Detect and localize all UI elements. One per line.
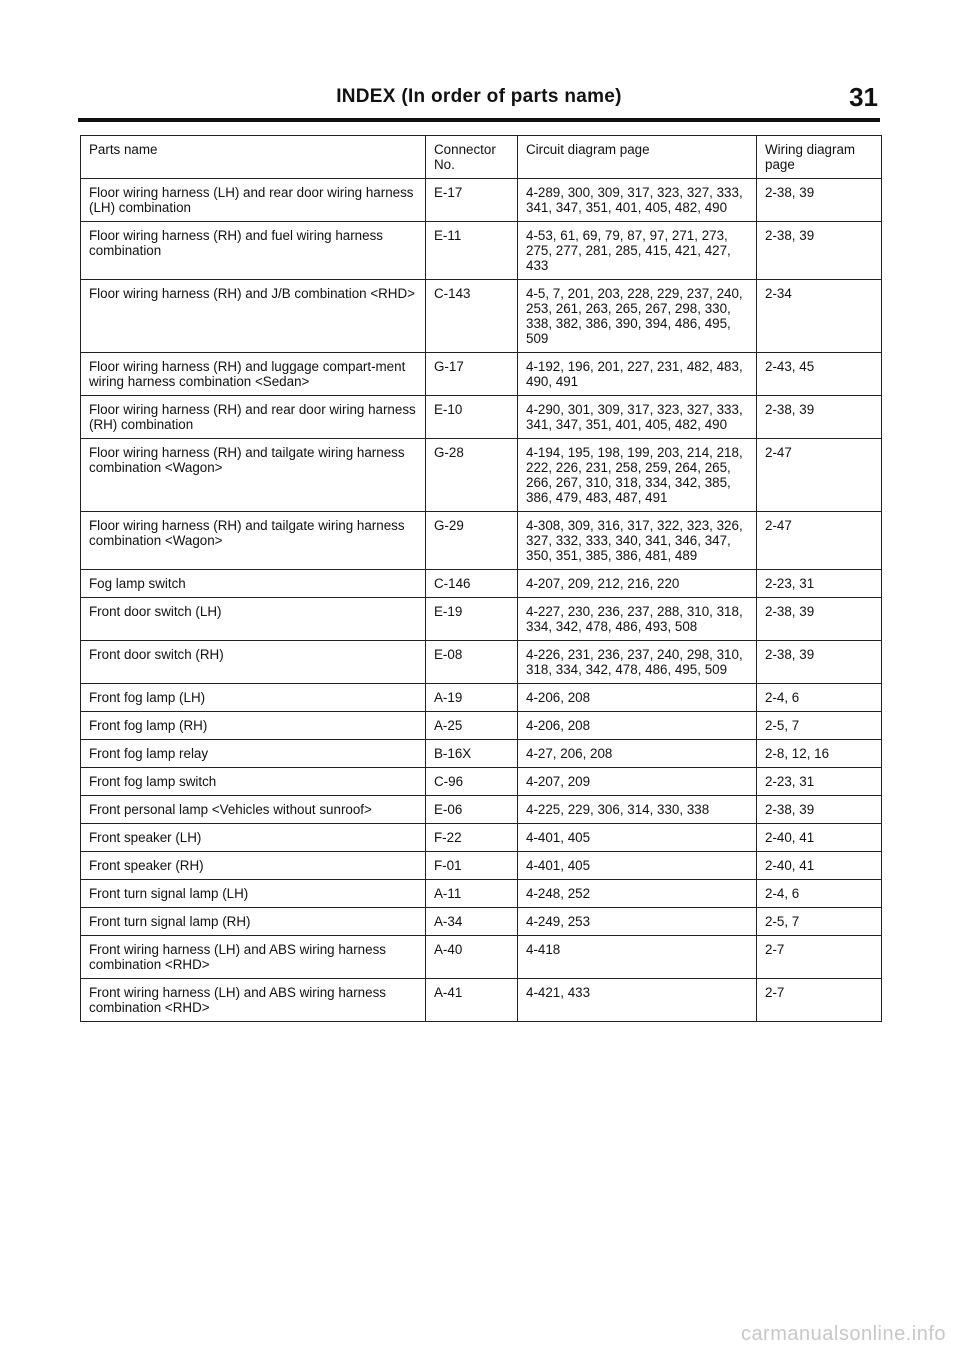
cell-wiring-page: 2-34 — [757, 280, 882, 353]
cell-connector-no: E-17 — [426, 179, 518, 222]
col-header-connector-no: Connector No. — [426, 136, 518, 179]
cell-circuit-page: 4-206, 208 — [518, 712, 757, 740]
cell-connector-no: G-17 — [426, 353, 518, 396]
table-row — [81, 439, 882, 512]
cell-connector-no: C-96 — [426, 768, 518, 796]
table-row — [81, 936, 882, 979]
cell-parts-name: Front door switch (RH) — [81, 641, 426, 684]
cell-wiring-page: 2-38, 39 — [757, 222, 882, 280]
cell-circuit-page: 4-227, 230, 236, 237, 288, 310, 318, 334, 342, 478, 486, 493, 508 — [518, 598, 757, 641]
cell-circuit-page: 4-289, 300, 309, 317, 323, 327, 333, 341, 347, 351, 401, 405, 482, 490 — [518, 179, 757, 222]
cell-wiring-page: 2-23, 31 — [757, 768, 882, 796]
table-header-row — [81, 136, 882, 179]
page-number: 31 — [849, 82, 878, 112]
cell-wiring-page: 2-38, 39 — [757, 179, 882, 222]
cell-circuit-page: 4-207, 209, 212, 216, 220 — [518, 570, 757, 598]
page-header — [78, 82, 880, 118]
cell-parts-name: Floor wiring harness (RH) and luggage compart-ment wiring harness combination <Sedan> — [81, 353, 426, 396]
cell-parts-name: Front door switch (LH) — [81, 598, 426, 641]
cell-connector-no: C-143 — [426, 280, 518, 353]
cell-parts-name: Front fog lamp (RH) — [81, 712, 426, 740]
cell-wiring-page: 2-38, 39 — [757, 396, 882, 439]
cell-parts-name: Fog lamp switch — [81, 570, 426, 598]
cell-wiring-page: 2-7 — [757, 979, 882, 1022]
table-row — [81, 280, 882, 353]
table-body — [81, 179, 882, 1022]
cell-wiring-page: 2-47 — [757, 512, 882, 570]
cell-wiring-page: 2-38, 39 — [757, 598, 882, 641]
table-row — [81, 512, 882, 570]
cell-circuit-page: 4-249, 253 — [518, 908, 757, 936]
cell-circuit-page: 4-53, 61, 69, 79, 87, 97, 271, 273, 275, 277, 281, 285, 415, 421, 427, 433 — [518, 222, 757, 280]
cell-circuit-page: 4-248, 252 — [518, 880, 757, 908]
cell-wiring-page: 2-5, 7 — [757, 712, 882, 740]
table-row — [81, 353, 882, 396]
cell-parts-name: Front wiring harness (LH) and ABS wiring harness combination <RHD> — [81, 936, 426, 979]
cell-connector-no: A-25 — [426, 712, 518, 740]
cell-wiring-page: 2-8, 12, 16 — [757, 740, 882, 768]
cell-circuit-page: 4-192, 196, 201, 227, 231, 482, 483, 490, 491 — [518, 353, 757, 396]
cell-connector-no: E-08 — [426, 641, 518, 684]
cell-parts-name: Front fog lamp switch — [81, 768, 426, 796]
table-row — [81, 570, 882, 598]
cell-circuit-page: 4-290, 301, 309, 317, 323, 327, 333, 341, 347, 351, 401, 405, 482, 490 — [518, 396, 757, 439]
cell-parts-name: Floor wiring harness (RH) and tailgate wiring harness combination <Wagon> — [81, 439, 426, 512]
cell-wiring-page: 2-40, 41 — [757, 852, 882, 880]
cell-parts-name: Floor wiring harness (RH) and J/B combination <RHD> — [81, 280, 426, 353]
table-row — [81, 852, 882, 880]
cell-connector-no: F-01 — [426, 852, 518, 880]
table-row — [81, 768, 882, 796]
cell-connector-no: A-19 — [426, 684, 518, 712]
cell-parts-name: Front turn signal lamp (LH) — [81, 880, 426, 908]
cell-wiring-page: 2-38, 39 — [757, 796, 882, 824]
table-row — [81, 880, 882, 908]
cell-circuit-page: 4-5, 7, 201, 203, 228, 229, 237, 240, 253, 261, 263, 265, 267, 298, 330, 338, 382, 386, 390, 394, 486, 495, 509 — [518, 280, 757, 353]
table-row — [81, 740, 882, 768]
table-row — [81, 641, 882, 684]
cell-parts-name: Front speaker (RH) — [81, 852, 426, 880]
watermark: carmanualsonline.info — [740, 1323, 946, 1345]
cell-connector-no: G-29 — [426, 512, 518, 570]
cell-connector-no: A-11 — [426, 880, 518, 908]
cell-wiring-page: 2-47 — [757, 439, 882, 512]
table-row — [81, 179, 882, 222]
cell-connector-no: A-34 — [426, 908, 518, 936]
cell-wiring-page: 2-43, 45 — [757, 353, 882, 396]
table-row — [81, 824, 882, 852]
cell-wiring-page: 2-4, 6 — [757, 684, 882, 712]
table-row — [81, 684, 882, 712]
cell-circuit-page: 4-194, 195, 198, 199, 203, 214, 218, 222, 226, 231, 258, 259, 264, 265, 266, 267, 310, 318, 334, 342, 385, 386, 479, 483, 487, 491 — [518, 439, 757, 512]
table-row — [81, 396, 882, 439]
cell-connector-no: E-19 — [426, 598, 518, 641]
cell-circuit-page: 4-207, 209 — [518, 768, 757, 796]
cell-connector-no: C-146 — [426, 570, 518, 598]
cell-circuit-page: 4-308, 309, 316, 317, 322, 323, 326, 327, 332, 333, 340, 341, 346, 347, 350, 351, 385, 386, 481, 489 — [518, 512, 757, 570]
table-row — [81, 222, 882, 280]
cell-circuit-page: 4-401, 405 — [518, 852, 757, 880]
cell-connector-no: G-28 — [426, 439, 518, 512]
page-title: INDEX (In order of parts name) — [336, 86, 622, 107]
cell-parts-name: Front personal lamp <Vehicles without sunroof> — [81, 796, 426, 824]
cell-parts-name: Floor wiring harness (RH) and tailgate wiring harness combination <Wagon> — [81, 512, 426, 570]
cell-circuit-page: 4-401, 405 — [518, 824, 757, 852]
table-row — [81, 712, 882, 740]
cell-parts-name: Front fog lamp (LH) — [81, 684, 426, 712]
cell-connector-no: E-06 — [426, 796, 518, 824]
col-header-wiring-diagram-page: Wiring diagram page — [757, 136, 882, 179]
cell-wiring-page: 2-38, 39 — [757, 641, 882, 684]
cell-connector-no: A-41 — [426, 979, 518, 1022]
cell-wiring-page: 2-23, 31 — [757, 570, 882, 598]
table-row — [81, 598, 882, 641]
col-header-circuit-diagram-page: Circuit diagram page — [518, 136, 757, 179]
cell-parts-name: Floor wiring harness (LH) and rear door wiring harness (LH) combination — [81, 179, 426, 222]
cell-parts-name: Floor wiring harness (RH) and fuel wiring harness combination — [81, 222, 426, 280]
header-rule — [78, 118, 880, 122]
cell-parts-name: Front fog lamp relay — [81, 740, 426, 768]
cell-wiring-page: 2-5, 7 — [757, 908, 882, 936]
cell-wiring-page: 2-7 — [757, 936, 882, 979]
cell-parts-name: Floor wiring harness (RH) and rear door wiring harness (RH) combination — [81, 396, 426, 439]
cell-circuit-page: 4-418 — [518, 936, 757, 979]
cell-connector-no: A-40 — [426, 936, 518, 979]
cell-circuit-page: 4-225, 229, 306, 314, 330, 338 — [518, 796, 757, 824]
cell-wiring-page: 2-40, 41 — [757, 824, 882, 852]
cell-circuit-page: 4-421, 433 — [518, 979, 757, 1022]
parts-index-table — [80, 135, 882, 1022]
cell-parts-name: Front wiring harness (LH) and ABS wiring harness combination <RHD> — [81, 979, 426, 1022]
col-header-parts-name: Parts name — [81, 136, 426, 179]
cell-parts-name: Front speaker (LH) — [81, 824, 426, 852]
table-row — [81, 796, 882, 824]
cell-circuit-page: 4-226, 231, 236, 237, 240, 298, 310, 318, 334, 342, 478, 486, 495, 509 — [518, 641, 757, 684]
table-row — [81, 908, 882, 936]
cell-connector-no: E-11 — [426, 222, 518, 280]
cell-parts-name: Front turn signal lamp (RH) — [81, 908, 426, 936]
cell-circuit-page: 4-206, 208 — [518, 684, 757, 712]
cell-connector-no: B-16X — [426, 740, 518, 768]
table-row — [81, 979, 882, 1022]
cell-wiring-page: 2-4, 6 — [757, 880, 882, 908]
cell-connector-no: E-10 — [426, 396, 518, 439]
cell-circuit-page: 4-27, 206, 208 — [518, 740, 757, 768]
cell-connector-no: F-22 — [426, 824, 518, 852]
